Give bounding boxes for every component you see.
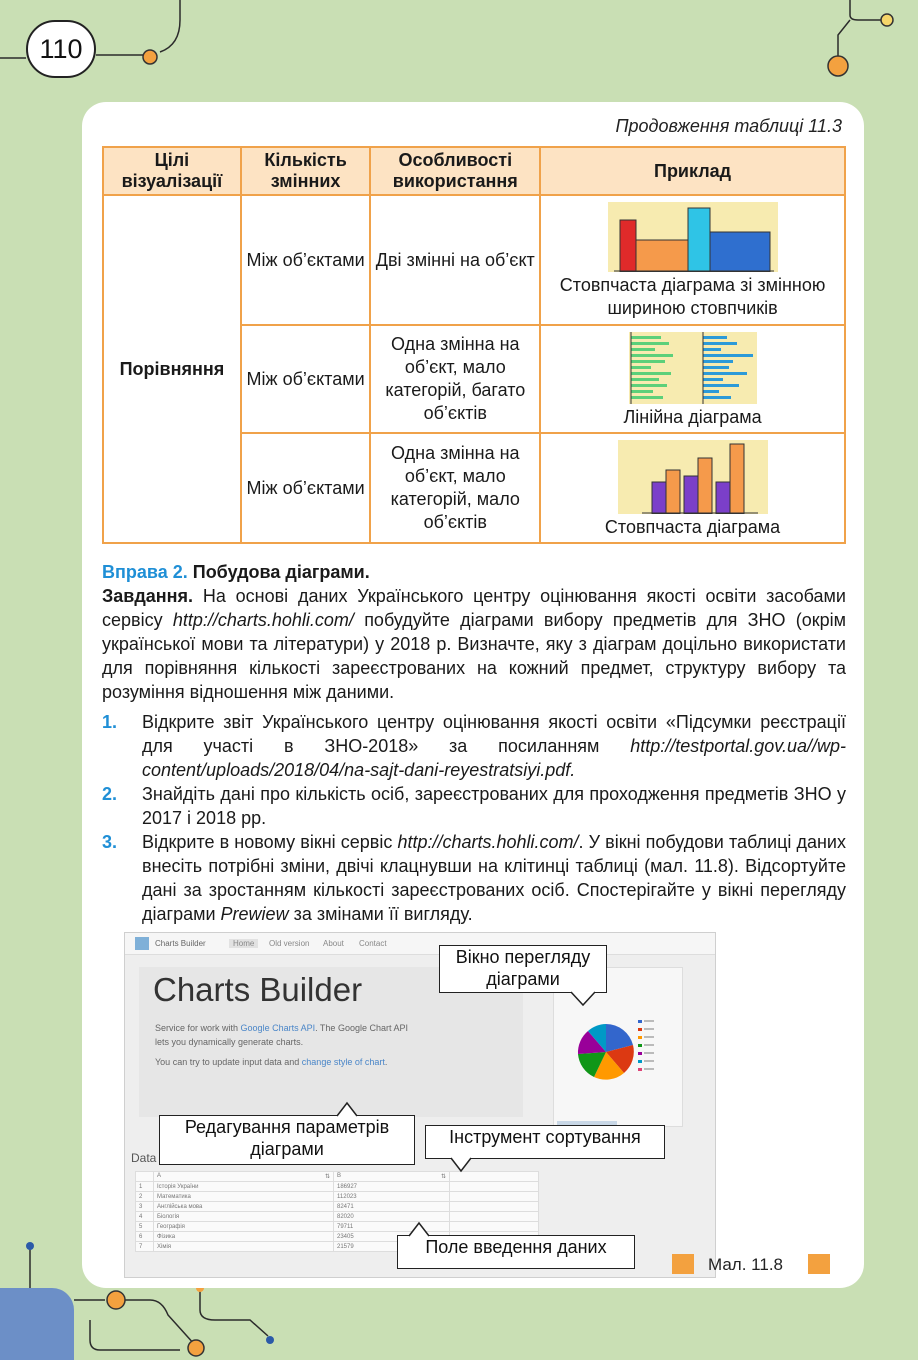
data-label: Data (131, 1151, 157, 1165)
step-number: 1. (102, 712, 118, 732)
group-comparison: Порівняння (103, 195, 241, 543)
grid-cell[interactable]: 186927 (334, 1182, 450, 1192)
header-goals: Цілі візуалізації (103, 147, 241, 195)
steps-list (102, 710, 846, 926)
row-variables: Між об’єктами (241, 433, 371, 543)
bar-chart-image (618, 440, 768, 514)
grid-cell[interactable]: 23405 (334, 1232, 450, 1242)
list-item (102, 830, 846, 926)
content-card (82, 102, 864, 1288)
task-text: побудуйте діаграми вибору предметів для ЗНО (окрім української мови та літератури) у 2018 р. Визначте, яку з діаграм доцільно використати для порівняння кількості зареєстрованих на кожний предмет, структуру вибору та розуміння відношення між даними. (102, 610, 846, 702)
task-paragraph (102, 584, 846, 704)
row-example (540, 325, 845, 433)
change-style-link[interactable]: change style of chart (301, 1057, 385, 1067)
exercise-text (102, 560, 846, 926)
callout-input-pointer (407, 1221, 431, 1237)
figure-caption (672, 1248, 842, 1280)
grid-header-row (136, 1172, 539, 1182)
google-charts-link[interactable]: Google Charts API (240, 1023, 316, 1033)
variable-width-bar-chart-image (608, 202, 778, 272)
grid-cell[interactable]: 112023 (334, 1192, 450, 1202)
table-row (103, 195, 845, 325)
grid-cell[interactable]: Історія України (154, 1182, 334, 1192)
orange-square-right (808, 1254, 830, 1274)
table-row: 1 Історія України 186927 (136, 1182, 539, 1192)
row-example (540, 195, 845, 325)
figure-caption-text: Мал. 11.8 (708, 1255, 783, 1274)
page-corner-tab (0, 1288, 74, 1360)
logo-icon (135, 937, 149, 950)
horizontal-bar-chart-image (629, 332, 757, 404)
step-url: http://charts.hohli.com/ (397, 832, 579, 852)
exercise-heading (102, 560, 846, 584)
exercise-label: Вправа 2. (102, 562, 188, 582)
callout-params-pointer (335, 1101, 359, 1117)
row-variables: Між об’єктами (241, 195, 371, 325)
callout-sort: Інструмент сортування (425, 1125, 665, 1159)
nav-home[interactable]: Home (229, 939, 258, 948)
step-number: 2. (102, 784, 118, 804)
visualization-table (102, 146, 846, 544)
table-row: 2 Математика 112023 (136, 1192, 539, 1202)
grid-header-a[interactable]: A ⇅ (154, 1172, 334, 1182)
callout-sort-pointer (449, 1157, 473, 1173)
nav-old-version[interactable]: Old version (269, 939, 310, 948)
exercise-title: Побудова діаграми. (192, 562, 370, 582)
row-example (540, 433, 845, 543)
nav-contact[interactable]: Contact (359, 939, 387, 948)
nav-about[interactable]: About (323, 939, 344, 948)
grid-cell[interactable]: 82020 (334, 1212, 450, 1222)
list-item (102, 782, 846, 830)
table-header-row (103, 147, 845, 195)
step-text: . У вікні побудови таблиці даних внесіть потрібні зміни, двічі клацнувши на клітинці таблиці (мал. 11.8). Відсортуйте дані за зростанням кількості зареєстрованих осіб. Спостерігайте у вікні перегляду діаграми (142, 832, 846, 924)
row-variables: Між об’єктами (241, 325, 371, 433)
grid-cell[interactable]: Англійська мова (154, 1202, 334, 1212)
row-features: Дві змінні на об’єкт (370, 195, 540, 325)
step-text: за змінами її вигляду. (293, 904, 473, 924)
header-variables: Кількість змінних (241, 147, 371, 195)
callout-input: Поле введення даних (397, 1235, 635, 1269)
task-label: Завдання. (102, 586, 194, 606)
grid-cell[interactable]: Географія (154, 1222, 334, 1232)
grid-header-b[interactable]: B ⇅ (334, 1172, 450, 1182)
callout-preview: Вікно перегляду діаграми (439, 945, 607, 993)
step-italic: Prewiew (220, 904, 289, 924)
hero-title: Charts Builder (153, 971, 363, 1008)
grid-cell[interactable]: Біологія (154, 1212, 334, 1222)
task-text: На основі даних Українського центру оцінювання якості освіти засобами сервісу (102, 586, 846, 630)
grid-cell[interactable]: 21579 (334, 1242, 450, 1252)
table-row: 5 Географія 79711 (136, 1222, 539, 1232)
sort-icon[interactable]: ⇅ (440, 1174, 446, 1180)
nav-brand: Charts Builder (155, 939, 206, 948)
hero-line-1: Service for work with Google Charts API. The Google Chart API (155, 1023, 408, 1033)
row-features: Одна змінна на об’єкт, мало категорій, багато об’єктів (370, 325, 540, 433)
header-example: Приклад (540, 147, 845, 195)
row-features: Одна змінна на об’єкт, мало категорій, мало об’єктів (370, 433, 540, 543)
step-text: Знайдіть дані про кількість осіб, зареєстрованих для проходження предметів ЗНО у 2017 і 2018 рр. (142, 784, 846, 828)
screenshot-nav (125, 933, 716, 955)
step-number: 3. (102, 832, 118, 852)
table-row: 3 Англійська мова 82471 (136, 1202, 539, 1212)
callout-params: Редагування параметрів діаграми (159, 1115, 415, 1165)
grid-cell[interactable]: Фізика (154, 1232, 334, 1242)
task-url: http://charts.hohli.com/ (172, 610, 354, 630)
step-text: Відкрите звіт Українського центру оцінювання якості освіти «Підсумки реєстрації для участі в ЗНО-2018» за посиланням (142, 712, 846, 756)
table-row: 6 Фізика 23405 (136, 1232, 539, 1242)
page-number: 110 (26, 20, 96, 78)
step-text: Відкрите в новому вікні сервіс (142, 832, 393, 852)
example-label: Лінійна діаграма (623, 406, 762, 427)
hero-line-2: lets you dynamically generate charts. (155, 1037, 304, 1047)
table-row: 7 Хімія 21579 (136, 1242, 539, 1252)
grid-cell[interactable]: Математика (154, 1192, 334, 1202)
example-label: Стовпчаста діаграма зі змінною шириною стовпчиків (559, 275, 826, 318)
orange-square-left (672, 1254, 694, 1274)
grid-cell[interactable]: 79711 (334, 1222, 450, 1232)
header-features: Особливості використання (370, 147, 540, 195)
grid-cell[interactable]: 82471 (334, 1202, 450, 1212)
step-url: http://testportal.gov.ua//wp-content/uploads/2018/04/na-sajt-dani-reyestratsiyi.pdf. (142, 736, 846, 780)
hero-line-3: You can try to update input data and change style of chart. (155, 1057, 388, 1067)
charts-builder-screenshot (124, 932, 716, 1278)
table-caption: Продовження таблиці 11.3 (615, 116, 842, 136)
grid-cell[interactable]: Хімія (154, 1242, 334, 1252)
callout-preview-pointer (569, 991, 599, 1007)
example-label: Стовпчаста діаграма (604, 516, 781, 537)
table-row: 4 Біологія 82020 (136, 1212, 539, 1222)
list-item (102, 710, 846, 782)
